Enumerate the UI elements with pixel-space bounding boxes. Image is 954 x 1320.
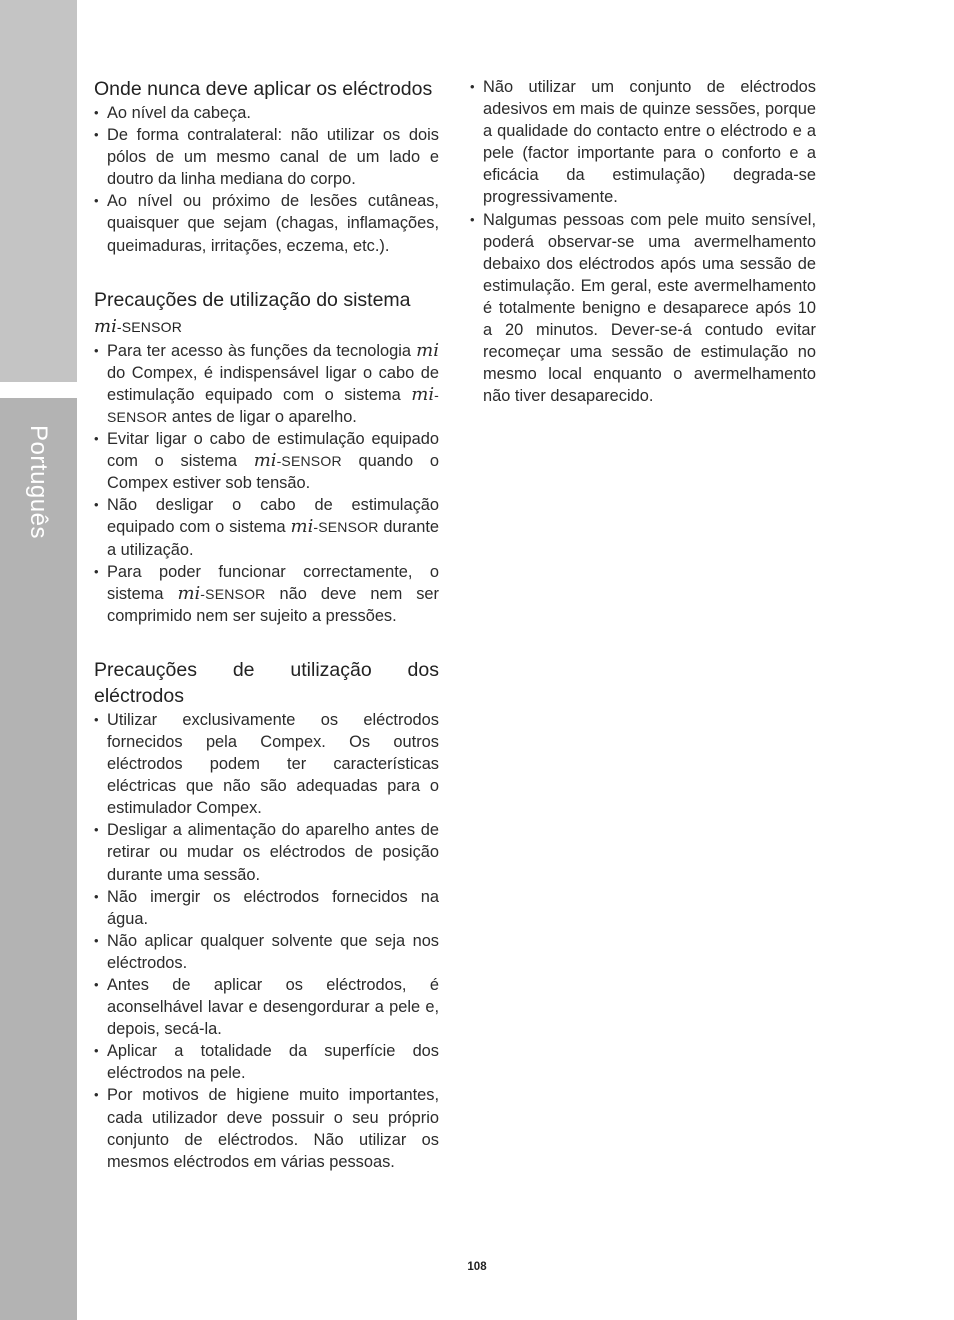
section-electrode-precautions [94,657,439,1173]
item-text: do Compex, é indispensável ligar o cabo de estimulação equipado com o sistema [107,363,439,404]
left-column [94,76,439,1173]
item-text: Evitar ligar o cabo de estimulação equipado com o sistema [107,430,439,471]
section-title-text: Precauções de utilização do sistema [94,288,411,311]
item-text: quando o Compex estiver sob tensão. [107,452,440,493]
sidebar-top-block [0,0,77,382]
list-item: • Por motivos de higiene muito importantes, cada utilizador deve possuir o seu próprio conjunto de eléctrodos. Não utilizar os mesmos eléctrodos em várias pessoas. [94,1084,439,1172]
sensor-label: -SENSOR [313,519,379,536]
sidebar-divider [0,382,77,398]
list-item [94,561,439,627]
list-item [94,494,439,560]
list-item: • Utilizar exclusivamente os eléctrodos fornecidos pela Compex. Os outros eléctrodos podem ter características eléctricas que não são adequadas para o estimulador Compex. [94,709,439,819]
list-item: • Ao nível ou próximo de lesões cutâneas, quaisquer que sejam (chagas, inflamações, queimaduras, irritações, eczema, etc.). [94,190,439,256]
sensor-label: -SENSOR [107,386,439,425]
list-item: • Nalgumas pessoas com pele muito sensível, poderá observar-se uma avermelhamento debaixo dos eléctrodos após uma sessão de estimulação. Em geral, este avermelhamento é totalmente benigno e desaparece após 10 a 20 minutos. Dever-se-á contudo evitar recomeçar uma sessão de estimulação no mesmo local enquanto o avermelhamento não tiver desaparecido. [470,209,816,408]
sensor-label: -SENSOR [200,585,266,602]
list-item: • Aplicar a totalidade da superfície dos eléctrodos na pele. [94,1040,439,1084]
list-item: • Antes de aplicar os eléctrodos, é aconselhável lavar e desengordurar a pele e, depois, secá-la. [94,974,439,1040]
mi-logo: mi [94,315,117,337]
list-item: • Não aplicar qualquer solvente que seja nos eléctrodos. [94,930,439,974]
item-text: durante a utilização. [107,518,439,559]
bullet-list [470,76,816,407]
section-where-not-to-apply [94,76,439,257]
right-column [470,76,816,407]
list-item: • Não imergir os eléctrodos fornecidos na água. [94,886,439,930]
bullet-list [94,709,439,1173]
bullet-list [94,340,439,627]
mi-logo: mi [411,383,435,405]
mi-logo: mi [290,516,314,538]
item-text: Para ter acesso às funções da tecnologia [107,341,417,360]
list-item: • Desligar a alimentação do aparelho antes de retirar ou mudar os eléctrodos de posição durante uma sessão. [94,819,439,885]
bullet-list [94,102,439,257]
mi-logo: mi [253,450,277,472]
language-tab-label: Português [25,425,52,539]
sensor-label: -SENSOR [276,453,342,470]
list-item: • Não utilizar um conjunto de eléctrodos adesivos em mais de quinze sessões, porque a qualidade do contacto entre o eléctrodo e a pele (factor importante para o conforto e a eficácia da estimulação) degrada-se progressivamente. [470,76,816,209]
sensor-label: -SENSOR [116,318,183,335]
item-text: antes de ligar o aparelho. [167,407,357,426]
list-item: • Ao nível da cabeça. [94,102,439,124]
section-system-precautions [94,287,439,627]
section-title: Precauções de utilização dos eléctrodos [94,658,439,707]
list-item [94,340,439,428]
list-item [94,428,439,494]
item-text: Não desligar o cabo de estimulação equipado com o sistema [107,496,439,537]
item-text: Para poder funcionar correctamente, o sistema [107,562,439,603]
list-item: • De forma contralateral: não utilizar os dois pólos de um mesmo canal de um lado e doutro da linha mediana do corpo. [94,124,439,190]
mi-logo: mi [177,582,201,604]
page-number: 108 [467,1261,487,1273]
section-title [94,287,439,340]
section-title: Onde nunca deve aplicar os eléctrodos [94,78,433,100]
mi-logo: mi [416,339,439,361]
item-text: não deve nem ser comprimido nem ser sujeito a pressões. [107,584,439,625]
